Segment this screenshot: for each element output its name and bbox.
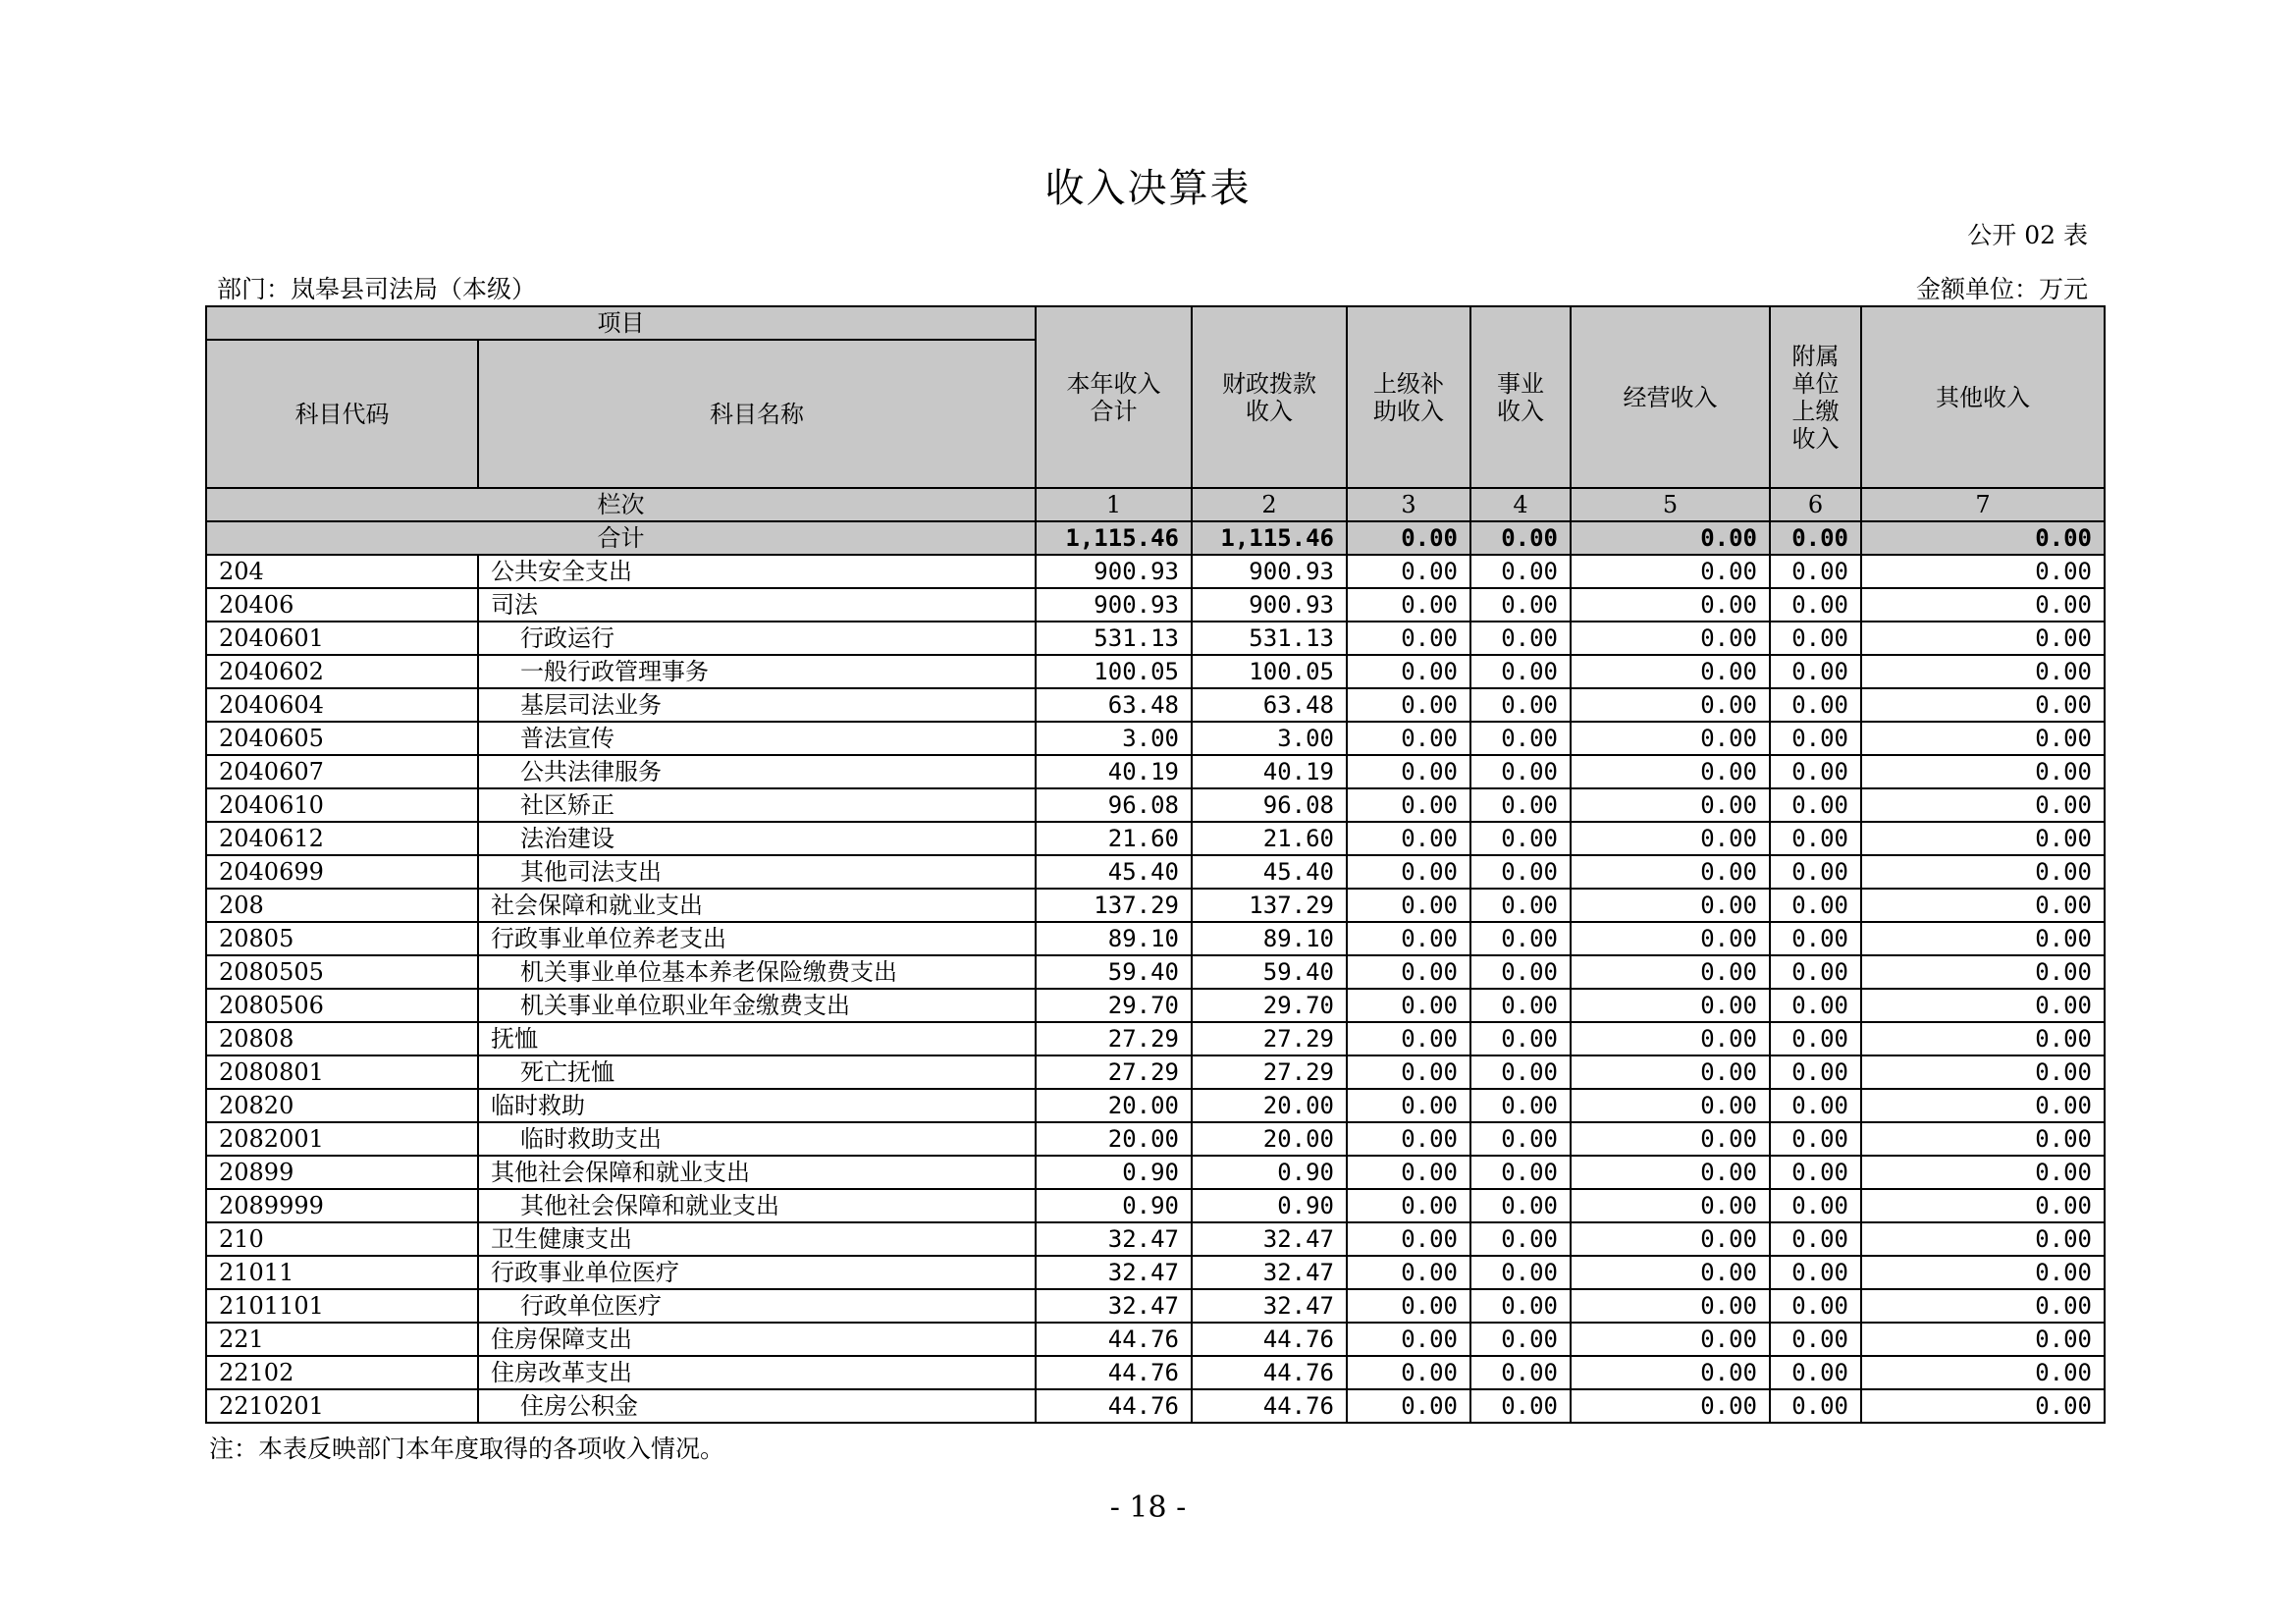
amount-cell: 0.90	[1192, 1156, 1347, 1189]
amount-cell: 0.00	[1347, 722, 1470, 755]
amount-cell: 96.08	[1192, 788, 1347, 822]
col-num: 7	[1861, 488, 2105, 521]
table-row	[206, 1222, 2105, 1256]
col-num: 1	[1036, 488, 1192, 521]
subject-code: 2040612	[206, 822, 478, 855]
amount-cell: 27.29	[1036, 1055, 1192, 1089]
subject-code: 221	[206, 1323, 478, 1356]
header-total-income: 本年收入合计	[1036, 306, 1192, 488]
subject-name: 社区矫正	[478, 788, 1036, 822]
amount-cell: 0.00	[1470, 1222, 1571, 1256]
table-row	[206, 622, 2105, 655]
subject-name: 行政单位医疗	[478, 1289, 1036, 1323]
amount-cell: 0.00	[1347, 1222, 1470, 1256]
amount-cell: 3.00	[1036, 722, 1192, 755]
amount-cell: 0.00	[1347, 822, 1470, 855]
amount-cell: 0.90	[1036, 1189, 1192, 1222]
table-row	[206, 1156, 2105, 1189]
amount-cell: 27.29	[1036, 1022, 1192, 1055]
amount-cell: 0.00	[1770, 889, 1861, 922]
amount-cell: 0.00	[1861, 1356, 2105, 1389]
amount-cell: 20.00	[1036, 1122, 1192, 1156]
table-row	[206, 788, 2105, 822]
amount-cell: 0.00	[1770, 588, 1861, 622]
amount-cell: 0.00	[1347, 1022, 1470, 1055]
total-value: 1,115.46	[1036, 521, 1192, 555]
amount-cell: 0.00	[1770, 989, 1861, 1022]
amount-cell: 21.60	[1036, 822, 1192, 855]
amount-cell: 20.00	[1192, 1122, 1347, 1156]
table-row	[206, 688, 2105, 722]
amount-cell: 0.00	[1571, 855, 1770, 889]
amount-cell: 0.00	[1347, 555, 1470, 588]
amount-cell: 40.19	[1036, 755, 1192, 788]
amount-cell: 63.48	[1192, 688, 1347, 722]
table-row	[206, 1189, 2105, 1222]
amount-cell: 0.00	[1571, 588, 1770, 622]
amount-cell: 0.00	[1770, 555, 1861, 588]
amount-cell: 89.10	[1192, 922, 1347, 955]
amount-cell: 0.00	[1770, 722, 1861, 755]
subject-code: 21011	[206, 1256, 478, 1289]
amount-cell: 0.00	[1470, 755, 1571, 788]
subject-code: 22102	[206, 1356, 478, 1389]
amount-cell: 0.00	[1571, 889, 1770, 922]
amount-cell: 0.00	[1347, 1122, 1470, 1156]
subject-name: 法治建设	[478, 822, 1036, 855]
amount-cell: 0.00	[1347, 1389, 1470, 1423]
amount-cell: 29.70	[1036, 989, 1192, 1022]
amount-cell: 21.60	[1192, 822, 1347, 855]
amount-cell: 0.00	[1571, 1156, 1770, 1189]
amount-cell: 27.29	[1192, 1022, 1347, 1055]
amount-cell: 0.00	[1347, 588, 1470, 622]
amount-cell: 63.48	[1036, 688, 1192, 722]
amount-cell: 0.00	[1861, 722, 2105, 755]
amount-cell: 32.47	[1036, 1222, 1192, 1256]
amount-cell: 0.00	[1770, 1356, 1861, 1389]
col-num: 5	[1571, 488, 1770, 521]
table-row	[206, 588, 2105, 622]
amount-cell: 0.00	[1770, 688, 1861, 722]
amount-cell: 40.19	[1192, 755, 1347, 788]
subject-name: 一般行政管理事务	[478, 655, 1036, 688]
amount-cell: 32.47	[1036, 1289, 1192, 1323]
table-row	[206, 889, 2105, 922]
amount-cell: 0.00	[1861, 688, 2105, 722]
amount-cell: 0.00	[1470, 1256, 1571, 1289]
amount-cell: 0.00	[1861, 1156, 2105, 1189]
amount-cell: 32.47	[1192, 1289, 1347, 1323]
amount-cell: 0.00	[1571, 1055, 1770, 1089]
amount-cell: 0.00	[1347, 989, 1470, 1022]
table-row	[206, 722, 2105, 755]
total-row	[206, 521, 2105, 555]
subject-name: 其他社会保障和就业支出	[478, 1156, 1036, 1189]
subject-name: 住房保障支出	[478, 1323, 1036, 1356]
amount-cell: 0.00	[1571, 1089, 1770, 1122]
amount-cell: 0.00	[1571, 1389, 1770, 1423]
amount-cell: 0.00	[1770, 922, 1861, 955]
amount-cell: 0.00	[1861, 822, 2105, 855]
amount-cell: 0.00	[1347, 755, 1470, 788]
amount-cell: 0.00	[1470, 1189, 1571, 1222]
amount-cell: 0.00	[1770, 1022, 1861, 1055]
amount-cell: 0.00	[1571, 722, 1770, 755]
amount-cell: 0.00	[1470, 1356, 1571, 1389]
amount-cell: 59.40	[1192, 955, 1347, 989]
amount-cell: 44.76	[1036, 1323, 1192, 1356]
header-operating-income: 经营收入	[1571, 306, 1770, 488]
amount-cell: 0.00	[1470, 655, 1571, 688]
subject-name: 公共安全支出	[478, 555, 1036, 588]
amount-cell: 0.00	[1861, 1189, 2105, 1222]
amount-cell: 0.00	[1861, 1389, 2105, 1423]
subject-name: 临时救助支出	[478, 1122, 1036, 1156]
header-superior-subsidy: 上级补助收入	[1347, 306, 1470, 488]
amount-cell: 0.00	[1770, 622, 1861, 655]
subject-code: 2089999	[206, 1189, 478, 1222]
amount-cell: 0.00	[1770, 822, 1861, 855]
page-title: 收入决算表	[1044, 166, 1252, 211]
amount-cell: 0.00	[1770, 1289, 1861, 1323]
amount-cell: 0.00	[1770, 855, 1861, 889]
subject-name: 住房改革支出	[478, 1356, 1036, 1389]
amount-cell: 0.00	[1770, 1089, 1861, 1122]
subject-name: 行政运行	[478, 622, 1036, 655]
amount-cell: 0.00	[1470, 788, 1571, 822]
amount-cell: 0.00	[1347, 788, 1470, 822]
col-num: 6	[1770, 488, 1861, 521]
amount-cell: 44.76	[1192, 1389, 1347, 1423]
total-label: 合计	[206, 521, 1036, 555]
subject-name: 其他司法支出	[478, 855, 1036, 889]
amount-cell: 0.00	[1347, 889, 1470, 922]
amount-cell: 44.76	[1036, 1356, 1192, 1389]
amount-cell: 0.00	[1347, 1156, 1470, 1189]
amount-cell: 0.00	[1770, 788, 1861, 822]
header-name: 科目名称	[478, 340, 1036, 488]
amount-cell: 0.00	[1861, 588, 2105, 622]
amount-cell: 0.00	[1470, 1389, 1571, 1423]
total-value: 0.00	[1470, 521, 1571, 555]
total-value: 1,115.46	[1192, 521, 1347, 555]
amount-cell: 0.00	[1470, 1022, 1571, 1055]
amount-cell: 0.00	[1861, 855, 2105, 889]
header-fiscal-income: 财政拨款收入	[1192, 306, 1347, 488]
amount-cell: 45.40	[1036, 855, 1192, 889]
amount-cell: 0.00	[1861, 1289, 2105, 1323]
subject-name: 社会保障和就业支出	[478, 889, 1036, 922]
subject-code: 2040601	[206, 622, 478, 655]
amount-cell: 531.13	[1192, 622, 1347, 655]
header-affiliated-income: 附属单位上缴收入	[1770, 306, 1861, 488]
amount-cell: 0.00	[1571, 822, 1770, 855]
subject-code: 2040607	[206, 755, 478, 788]
header-other-income: 其他收入	[1861, 306, 2105, 488]
subject-code: 2080801	[206, 1055, 478, 1089]
amount-cell: 0.00	[1571, 1122, 1770, 1156]
amount-cell: 0.00	[1347, 1323, 1470, 1356]
amount-cell: 0.00	[1470, 688, 1571, 722]
amount-cell: 0.00	[1770, 1389, 1861, 1423]
amount-cell: 0.00	[1861, 622, 2105, 655]
amount-cell: 0.00	[1571, 655, 1770, 688]
amount-cell: 0.00	[1470, 1323, 1571, 1356]
amount-cell: 0.00	[1861, 989, 2105, 1022]
amount-cell: 20.00	[1036, 1089, 1192, 1122]
table-row	[206, 989, 2105, 1022]
table-row	[206, 1356, 2105, 1389]
subject-code: 2080505	[206, 955, 478, 989]
table-row	[206, 1323, 2105, 1356]
subject-code: 2101101	[206, 1289, 478, 1323]
amount-cell: 0.00	[1770, 1122, 1861, 1156]
header-item: 项目	[206, 306, 1036, 340]
amount-cell: 0.00	[1347, 1256, 1470, 1289]
table-row	[206, 1089, 2105, 1122]
subject-name: 基层司法业务	[478, 688, 1036, 722]
subject-code: 20805	[206, 922, 478, 955]
amount-cell: 0.00	[1571, 955, 1770, 989]
subject-code: 20808	[206, 1022, 478, 1055]
subject-code: 2080506	[206, 989, 478, 1022]
header-business-income: 事业收入	[1470, 306, 1571, 488]
table-row	[206, 955, 2105, 989]
amount-cell: 0.00	[1861, 1256, 2105, 1289]
amount-cell: 0.00	[1770, 1156, 1861, 1189]
amount-cell: 0.00	[1861, 788, 2105, 822]
amount-cell: 0.00	[1470, 555, 1571, 588]
amount-cell: 59.40	[1036, 955, 1192, 989]
amount-cell: 0.00	[1571, 755, 1770, 788]
subject-name: 住房公积金	[478, 1389, 1036, 1423]
table-row	[206, 922, 2105, 955]
amount-cell: 0.00	[1770, 955, 1861, 989]
amount-cell: 0.00	[1347, 1189, 1470, 1222]
amount-cell: 0.00	[1347, 622, 1470, 655]
amount-cell: 27.29	[1192, 1055, 1347, 1089]
subject-code: 20820	[206, 1089, 478, 1122]
amount-cell: 0.00	[1347, 1356, 1470, 1389]
table-row	[206, 1122, 2105, 1156]
subject-name: 普法宣传	[478, 722, 1036, 755]
amount-unit-label: 金额单位：万元	[1915, 275, 2088, 303]
amount-cell: 0.00	[1470, 722, 1571, 755]
col-num: 3	[1347, 488, 1470, 521]
table-row	[206, 755, 2105, 788]
subject-name: 机关事业单位基本养老保险缴费支出	[478, 955, 1036, 989]
amount-cell: 0.00	[1770, 755, 1861, 788]
amount-cell: 0.00	[1347, 688, 1470, 722]
subject-name: 行政事业单位养老支出	[478, 922, 1036, 955]
col-num: 2	[1192, 488, 1347, 521]
subject-name: 司法	[478, 588, 1036, 622]
amount-cell: 0.00	[1470, 1122, 1571, 1156]
subject-code: 210	[206, 1222, 478, 1256]
subject-code: 2040699	[206, 855, 478, 889]
amount-cell: 0.00	[1347, 922, 1470, 955]
amount-cell: 0.00	[1571, 555, 1770, 588]
amount-cell: 0.00	[1470, 1055, 1571, 1089]
amount-cell: 0.00	[1861, 655, 2105, 688]
amount-cell: 0.00	[1571, 1189, 1770, 1222]
amount-cell: 0.00	[1770, 1222, 1861, 1256]
amount-cell: 0.00	[1470, 989, 1571, 1022]
subject-code: 2040602	[206, 655, 478, 688]
amount-cell: 20.00	[1192, 1089, 1347, 1122]
amount-cell: 0.00	[1861, 1089, 2105, 1122]
amount-cell: 0.00	[1571, 1289, 1770, 1323]
amount-cell: 100.05	[1036, 655, 1192, 688]
amount-cell: 0.00	[1571, 622, 1770, 655]
amount-cell: 0.00	[1470, 922, 1571, 955]
amount-cell: 96.08	[1036, 788, 1192, 822]
amount-cell: 0.00	[1770, 655, 1861, 688]
subject-code: 2040604	[206, 688, 478, 722]
col-num: 4	[1470, 488, 1571, 521]
amount-cell: 900.93	[1036, 588, 1192, 622]
amount-cell: 900.93	[1192, 555, 1347, 588]
table-row	[206, 1289, 2105, 1323]
amount-cell: 0.00	[1347, 855, 1470, 889]
amount-cell: 0.00	[1470, 1156, 1571, 1189]
amount-cell: 0.00	[1470, 889, 1571, 922]
amount-cell: 0.00	[1470, 588, 1571, 622]
amount-cell: 0.00	[1861, 555, 2105, 588]
table-row	[206, 655, 2105, 688]
amount-cell: 0.00	[1347, 955, 1470, 989]
amount-cell: 0.00	[1770, 1323, 1861, 1356]
total-value: 0.00	[1571, 521, 1770, 555]
amount-cell: 0.00	[1861, 1122, 2105, 1156]
amount-cell: 0.00	[1571, 1222, 1770, 1256]
table-row	[206, 1389, 2105, 1423]
amount-cell: 44.76	[1036, 1389, 1192, 1423]
table-note: 注：本表反映部门本年度取得的各项收入情况。	[209, 1434, 725, 1463]
amount-cell: 0.00	[1770, 1055, 1861, 1089]
total-value: 0.00	[1861, 521, 2105, 555]
subject-code: 2040610	[206, 788, 478, 822]
amount-cell: 0.00	[1470, 622, 1571, 655]
amount-cell: 44.76	[1192, 1356, 1347, 1389]
subject-code: 204	[206, 555, 478, 588]
amount-cell: 0.00	[1347, 655, 1470, 688]
table-row	[206, 855, 2105, 889]
amount-cell: 0.00	[1347, 1055, 1470, 1089]
header-row-label: 栏次	[206, 488, 1036, 521]
amount-cell: 0.00	[1861, 889, 2105, 922]
subject-code: 2082001	[206, 1122, 478, 1156]
amount-cell: 0.00	[1571, 989, 1770, 1022]
amount-cell: 3.00	[1192, 722, 1347, 755]
amount-cell: 0.00	[1470, 855, 1571, 889]
amount-cell: 44.76	[1192, 1323, 1347, 1356]
subject-code: 2040605	[206, 722, 478, 755]
amount-cell: 0.00	[1571, 788, 1770, 822]
amount-cell: 0.00	[1861, 1055, 2105, 1089]
subject-code: 20899	[206, 1156, 478, 1189]
subject-code: 2210201	[206, 1389, 478, 1423]
table-row	[206, 1256, 2105, 1289]
amount-cell: 137.29	[1192, 889, 1347, 922]
amount-cell: 0.00	[1571, 688, 1770, 722]
amount-cell: 0.00	[1470, 1089, 1571, 1122]
subject-name: 机关事业单位职业年金缴费支出	[478, 989, 1036, 1022]
header-code: 科目代码	[206, 340, 478, 488]
amount-cell: 900.93	[1036, 555, 1192, 588]
amount-cell: 531.13	[1036, 622, 1192, 655]
amount-cell: 0.00	[1571, 1323, 1770, 1356]
total-value: 0.00	[1347, 521, 1470, 555]
table-row	[206, 1055, 2105, 1089]
department-label: 部门：岚皋县司法局（本级）	[217, 275, 537, 303]
amount-cell: 0.00	[1861, 1323, 2105, 1356]
subject-name: 死亡抚恤	[478, 1055, 1036, 1089]
amount-cell: 0.00	[1571, 922, 1770, 955]
amount-cell: 0.00	[1571, 1356, 1770, 1389]
amount-cell: 0.00	[1470, 1289, 1571, 1323]
amount-cell: 0.00	[1861, 1022, 2105, 1055]
amount-cell: 100.05	[1192, 655, 1347, 688]
amount-cell: 32.47	[1036, 1256, 1192, 1289]
amount-cell: 0.00	[1861, 955, 2105, 989]
table-row	[206, 555, 2105, 588]
subject-name: 行政事业单位医疗	[478, 1256, 1036, 1289]
subject-name: 其他社会保障和就业支出	[478, 1189, 1036, 1222]
amount-cell: 0.00	[1770, 1189, 1861, 1222]
subject-code: 208	[206, 889, 478, 922]
amount-cell: 0.00	[1470, 955, 1571, 989]
total-value: 0.00	[1770, 521, 1861, 555]
amount-cell: 89.10	[1036, 922, 1192, 955]
amount-cell: 0.00	[1861, 1222, 2105, 1256]
amount-cell: 0.00	[1571, 1022, 1770, 1055]
amount-cell: 0.00	[1470, 822, 1571, 855]
income-statement-table	[205, 305, 2106, 1424]
amount-cell: 32.47	[1192, 1222, 1347, 1256]
subject-name: 卫生健康支出	[478, 1222, 1036, 1256]
subject-name: 临时救助	[478, 1089, 1036, 1122]
amount-cell: 0.00	[1861, 755, 2105, 788]
amount-cell: 0.00	[1347, 1089, 1470, 1122]
amount-cell: 29.70	[1192, 989, 1347, 1022]
amount-cell: 900.93	[1192, 588, 1347, 622]
table-row	[206, 822, 2105, 855]
page-number: - 18 -	[1109, 1490, 1187, 1525]
amount-cell: 0.90	[1192, 1189, 1347, 1222]
amount-cell: 0.00	[1861, 922, 2105, 955]
amount-cell: 0.00	[1770, 1256, 1861, 1289]
amount-cell: 0.90	[1036, 1156, 1192, 1189]
amount-cell: 0.00	[1347, 1289, 1470, 1323]
subject-name: 抚恤	[478, 1022, 1036, 1055]
amount-cell: 45.40	[1192, 855, 1347, 889]
amount-cell: 0.00	[1571, 1256, 1770, 1289]
form-number: 公开 02 表	[1967, 221, 2088, 249]
subject-name: 公共法律服务	[478, 755, 1036, 788]
subject-code: 20406	[206, 588, 478, 622]
amount-cell: 32.47	[1192, 1256, 1347, 1289]
amount-cell: 137.29	[1036, 889, 1192, 922]
table-row	[206, 1022, 2105, 1055]
